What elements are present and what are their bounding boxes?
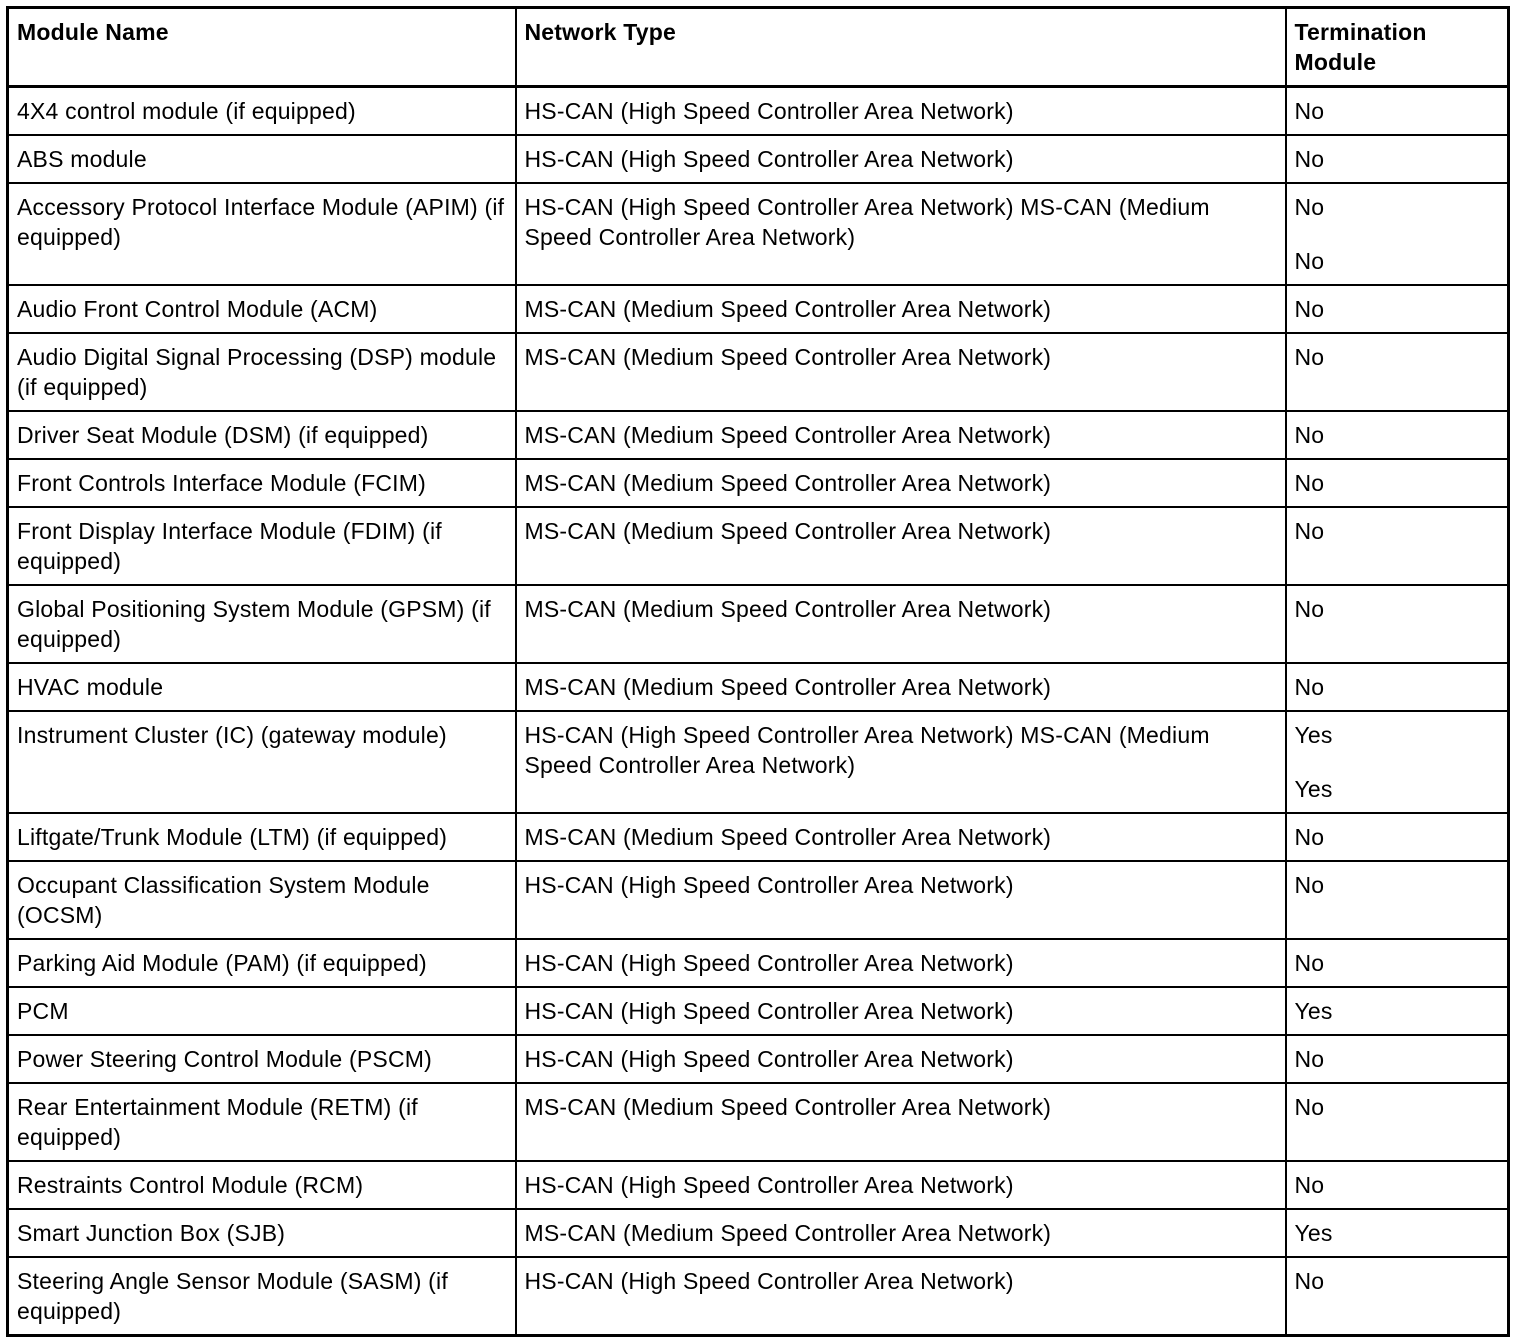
network-type-cell: MS-CAN (Medium Speed Controller Area Network) — [516, 1083, 1286, 1161]
module-name-cell: Restraints Control Module (RCM) — [8, 1161, 516, 1209]
module-name-cell: Audio Front Control Module (ACM) — [8, 285, 516, 333]
termination-cell — [1286, 585, 1509, 663]
termination-value: No — [1294, 146, 1325, 172]
termination-value: No — [1294, 596, 1325, 622]
module-name-cell: 4X4 control module (if equipped) — [8, 87, 516, 136]
table-row — [8, 1209, 1509, 1257]
module-name-cell: HVAC module — [8, 663, 516, 711]
table-row — [8, 183, 1509, 285]
termination-value: No — [1294, 1268, 1325, 1294]
table-row — [8, 1161, 1509, 1209]
termination-value: Yes — [1294, 722, 1333, 748]
network-type-cell: HS-CAN (High Speed Controller Area Network) — [516, 135, 1286, 183]
termination-cell — [1286, 663, 1509, 711]
table-row — [8, 135, 1509, 183]
table-row — [8, 1083, 1509, 1161]
header-termination-module: Termination Module — [1286, 8, 1509, 87]
network-type-cell: MS-CAN (Medium Speed Controller Area Network) — [516, 459, 1286, 507]
termination-value: Yes — [1294, 998, 1333, 1024]
termination-cell — [1286, 135, 1509, 183]
table-row — [8, 663, 1509, 711]
network-type-cell: HS-CAN (High Speed Controller Area Network) — [516, 1035, 1286, 1083]
termination-cell — [1286, 333, 1509, 411]
header-network-type: Network Type — [516, 8, 1286, 87]
termination-cell — [1286, 813, 1509, 861]
table-row — [8, 1035, 1509, 1083]
termination-cell — [1286, 861, 1509, 939]
termination-value: No — [1294, 98, 1325, 124]
termination-cell — [1286, 939, 1509, 987]
table-row — [8, 861, 1509, 939]
module-name-cell: Audio Digital Signal Processing (DSP) module (if equipped) — [8, 333, 516, 411]
termination-cell — [1286, 285, 1509, 333]
network-type-cell: MS-CAN (Medium Speed Controller Area Network) — [516, 507, 1286, 585]
termination-cell — [1286, 183, 1509, 285]
termination-value: No — [1294, 248, 1325, 274]
module-name-cell: Front Controls Interface Module (FCIM) — [8, 459, 516, 507]
termination-cell — [1286, 1209, 1509, 1257]
network-type-cell: HS-CAN (High Speed Controller Area Network) — [516, 1257, 1286, 1336]
table-row — [8, 813, 1509, 861]
table-row — [8, 987, 1509, 1035]
module-name-cell: PCM — [8, 987, 516, 1035]
table-row — [8, 711, 1509, 813]
termination-value: No — [1294, 674, 1325, 700]
module-name-cell: Power Steering Control Module (PSCM) — [8, 1035, 516, 1083]
termination-value: No — [1294, 194, 1325, 220]
network-type-cell: MS-CAN (Medium Speed Controller Area Network) — [516, 663, 1286, 711]
table-row — [8, 939, 1509, 987]
network-type-cell: MS-CAN (Medium Speed Controller Area Network) — [516, 1209, 1286, 1257]
table-row — [8, 411, 1509, 459]
termination-value: No — [1294, 1172, 1325, 1198]
termination-value: No — [1294, 950, 1325, 976]
table-row — [8, 585, 1509, 663]
termination-value: No — [1294, 824, 1325, 850]
module-name-cell: Global Positioning System Module (GPSM) (if equipped) — [8, 585, 516, 663]
module-name-cell: Accessory Protocol Interface Module (APIM) (if equipped) — [8, 183, 516, 285]
module-name-cell: Instrument Cluster (IC) (gateway module) — [8, 711, 516, 813]
table-header-row — [8, 8, 1509, 87]
network-type-cell: MS-CAN (Medium Speed Controller Area Network) — [516, 411, 1286, 459]
network-type-cell: MS-CAN (Medium Speed Controller Area Network) — [516, 813, 1286, 861]
termination-cell — [1286, 987, 1509, 1035]
termination-value: Yes — [1294, 1220, 1333, 1246]
table-row — [8, 333, 1509, 411]
network-type-cell: HS-CAN (High Speed Controller Area Network) — [516, 1161, 1286, 1209]
module-name-cell: Rear Entertainment Module (RETM) (if equipped) — [8, 1083, 516, 1161]
module-name-cell: Steering Angle Sensor Module (SASM) (if equipped) — [8, 1257, 516, 1336]
termination-value: No — [1294, 1094, 1325, 1120]
termination-cell — [1286, 1035, 1509, 1083]
termination-value: Yes — [1294, 776, 1333, 802]
module-name-cell: Smart Junction Box (SJB) — [8, 1209, 516, 1257]
network-type-cell: MS-CAN (Medium Speed Controller Area Network) — [516, 585, 1286, 663]
module-name-cell: Front Display Interface Module (FDIM) (if equipped) — [8, 507, 516, 585]
table-row — [8, 459, 1509, 507]
termination-value: No — [1294, 422, 1325, 448]
table-row — [8, 1257, 1509, 1336]
module-name-cell: Driver Seat Module (DSM) (if equipped) — [8, 411, 516, 459]
termination-cell — [1286, 459, 1509, 507]
module-name-cell: Parking Aid Module (PAM) (if equipped) — [8, 939, 516, 987]
termination-cell — [1286, 411, 1509, 459]
termination-cell — [1286, 1257, 1509, 1336]
termination-cell — [1286, 1161, 1509, 1209]
network-type-cell: HS-CAN (High Speed Controller Area Network) MS-CAN (Medium Speed Controller Area Network) — [516, 183, 1286, 285]
table-row — [8, 285, 1509, 333]
termination-value: No — [1294, 1046, 1325, 1072]
network-type-cell: HS-CAN (High Speed Controller Area Network) — [516, 87, 1286, 136]
table-row — [8, 507, 1509, 585]
termination-cell — [1286, 1083, 1509, 1161]
termination-cell — [1286, 87, 1509, 136]
termination-cell — [1286, 507, 1509, 585]
network-type-cell: HS-CAN (High Speed Controller Area Network) — [516, 939, 1286, 987]
module-name-cell: ABS module — [8, 135, 516, 183]
network-type-cell: MS-CAN (Medium Speed Controller Area Network) — [516, 333, 1286, 411]
network-type-cell: HS-CAN (High Speed Controller Area Network) MS-CAN (Medium Speed Controller Area Network) — [516, 711, 1286, 813]
module-name-cell: Liftgate/Trunk Module (LTM) (if equipped) — [8, 813, 516, 861]
table-body — [8, 87, 1509, 1336]
termination-cell — [1286, 711, 1509, 813]
network-type-cell: MS-CAN (Medium Speed Controller Area Network) — [516, 285, 1286, 333]
module-name-cell: Occupant Classification System Module (OCSM) — [8, 861, 516, 939]
termination-value: No — [1294, 296, 1325, 322]
table-row — [8, 87, 1509, 136]
network-type-cell: HS-CAN (High Speed Controller Area Network) — [516, 987, 1286, 1035]
termination-value: No — [1294, 518, 1325, 544]
network-type-cell: HS-CAN (High Speed Controller Area Network) — [516, 861, 1286, 939]
termination-value: No — [1294, 872, 1325, 898]
module-network-table — [6, 6, 1510, 1337]
header-module-name: Module Name — [8, 8, 516, 87]
termination-value: No — [1294, 344, 1325, 370]
termination-value: No — [1294, 470, 1325, 496]
